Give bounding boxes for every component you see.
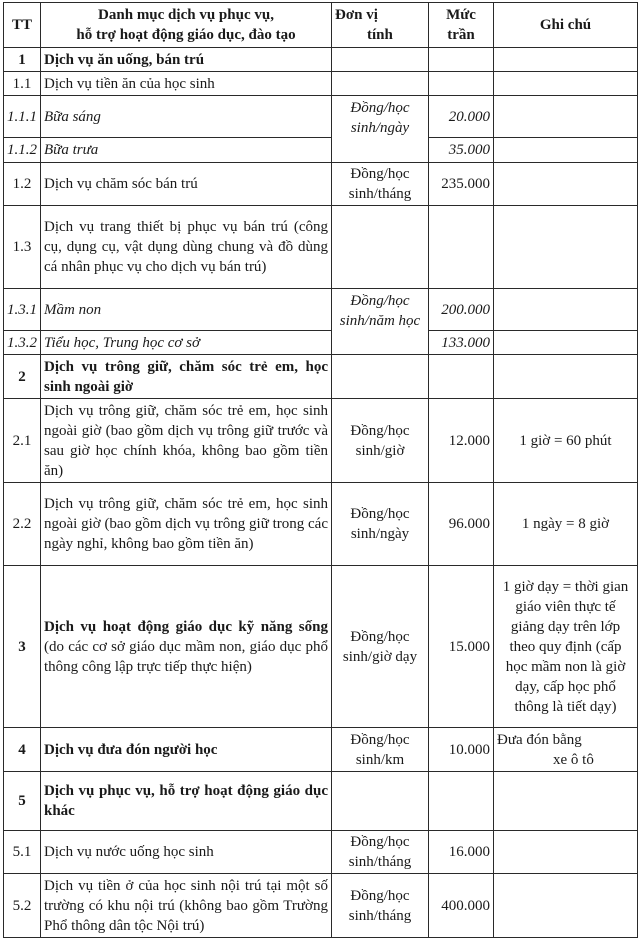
- cell-service-name: Dịch vụ trông giữ, chăm sóc trẻ em, học sinh ngoài giờ: [41, 355, 332, 399]
- cell-price: 15.000: [429, 566, 494, 728]
- cell-price: 96.000: [429, 483, 494, 566]
- cell-unit: Đồng/học sinh/tháng: [332, 874, 429, 938]
- cell-price: [429, 206, 494, 289]
- cell-note: 1 giờ dạy = thời gian giáo viên thực tế giảng dạy trên lớp theo quy định (cấp học mầm non là giờ dạy, cấp học phổ thông là tiết dạy): [494, 566, 638, 728]
- cell-service-name: Dịch vụ phục vụ, hỗ trợ hoạt động giáo dục khác: [41, 772, 332, 831]
- cell-unit: Đồng/học sinh/tháng: [332, 163, 429, 206]
- table-row: [4, 289, 638, 331]
- table-row: [4, 355, 638, 399]
- cell-note: [494, 48, 638, 72]
- cell-service-name: Bữa sáng: [41, 96, 332, 138]
- cell-unit: Đồng/học sinh/ngày: [332, 483, 429, 566]
- header-unit-line2: tính: [367, 27, 393, 43]
- cell-unit: Đồng/học sinh/km: [332, 728, 429, 772]
- header-price-cap: [429, 3, 494, 48]
- cell-price: 400.000: [429, 874, 494, 938]
- cell-tt: 4: [4, 728, 41, 772]
- cell-note: [494, 331, 638, 355]
- service-name-rest: (do các cơ sở giáo dục mầm non, giáo dục phổ thông công lập trực tiếp thực hiện): [44, 638, 328, 675]
- cell-tt: 1.1.2: [4, 138, 41, 163]
- header-name-line2: hỗ trợ hoạt động giáo dục, đào tạo: [76, 27, 296, 43]
- cell-price: 12.000: [429, 399, 494, 483]
- cell-note: [494, 772, 638, 831]
- table-row: [4, 831, 638, 874]
- cell-tt: 1.1: [4, 72, 41, 96]
- cell-note: [494, 831, 638, 874]
- table-row: [4, 331, 638, 355]
- cell-note: [494, 874, 638, 938]
- note-line2: xe ô tô: [553, 751, 594, 768]
- cell-unit: Đồng/học sinh/giờ: [332, 399, 429, 483]
- table-row: [4, 772, 638, 831]
- header-note: Ghi chú: [494, 3, 638, 48]
- cell-tt: 1.2: [4, 163, 41, 206]
- cell-price: [429, 772, 494, 831]
- cell-unit: [332, 48, 429, 72]
- cell-service-name: Dịch vụ đưa đón người học: [41, 728, 332, 772]
- cell-price: 200.000: [429, 289, 494, 331]
- cell-tt: 2: [4, 355, 41, 399]
- cell-price: [429, 48, 494, 72]
- cell-price: 20.000: [429, 96, 494, 138]
- table-row: [4, 728, 638, 772]
- header-service-name: [41, 3, 332, 48]
- header-price-line2: trần: [447, 27, 475, 43]
- cell-tt: 2.1: [4, 399, 41, 483]
- table-row: [4, 483, 638, 566]
- table-row: [4, 874, 638, 938]
- cell-note: 1 giờ = 60 phút: [494, 399, 638, 483]
- cell-price: 133.000: [429, 331, 494, 355]
- cell-unit: Đồng/học sinh/năm học: [332, 289, 429, 355]
- cell-unit: Đồng/học sinh/ngày: [332, 96, 429, 163]
- cell-service-name: Dịch vụ nước uống học sinh: [41, 831, 332, 874]
- service-fee-table: [3, 2, 638, 938]
- cell-price: [429, 355, 494, 399]
- cell-price: 35.000: [429, 138, 494, 163]
- cell-service-name: Dịch vụ tiền ở của học sinh nội trú tại một số trường có khu nội trú (không bao gồm Trường Phổ thông dân tộc Nội trú): [41, 874, 332, 938]
- cell-note: [494, 206, 638, 289]
- header-unit: [332, 3, 429, 48]
- cell-service-name: Mầm non: [41, 289, 332, 331]
- cell-unit: [332, 206, 429, 289]
- cell-tt: 5.2: [4, 874, 41, 938]
- cell-tt: 1.3.2: [4, 331, 41, 355]
- cell-service-name: Dịch vụ tiền ăn của học sinh: [41, 72, 332, 96]
- cell-note: [494, 728, 638, 772]
- cell-price: [429, 72, 494, 96]
- cell-service-name: Dịch vụ trang thiết bị phục vụ bán trú (công cụ, dụng cụ, vật dụng dùng chung và đồ dùng cá nhân phục vụ cho dịch vụ bán trú): [41, 206, 332, 289]
- cell-service-name: [41, 566, 332, 728]
- cell-price: 16.000: [429, 831, 494, 874]
- cell-note: [494, 289, 638, 331]
- cell-unit: [332, 72, 429, 96]
- cell-unit: [332, 355, 429, 399]
- table-row: [4, 206, 638, 289]
- header-name-line1: Danh mục dịch vụ phục vụ,: [98, 7, 274, 23]
- cell-tt: 3: [4, 566, 41, 728]
- table-row: [4, 163, 638, 206]
- cell-note: [494, 96, 638, 138]
- header-price-line1: Mức: [446, 7, 476, 23]
- cell-unit: Đồng/học sinh/tháng: [332, 831, 429, 874]
- cell-tt: 1.3.1: [4, 289, 41, 331]
- cell-price: 10.000: [429, 728, 494, 772]
- cell-service-name: Dịch vụ trông giữ, chăm sóc trẻ em, học sinh ngoài giờ (bao gồm dịch vụ trông giữ trong các ngày nghỉ, không bao gồm tiền ăn): [41, 483, 332, 566]
- cell-unit: [332, 772, 429, 831]
- cell-note: [494, 138, 638, 163]
- cell-note: [494, 72, 638, 96]
- header-tt: TT: [4, 3, 41, 48]
- cell-service-name: Tiểu học, Trung học cơ sở: [41, 331, 332, 355]
- cell-note: [494, 355, 638, 399]
- table-row: [4, 72, 638, 96]
- cell-service-name: Bữa trưa: [41, 138, 332, 163]
- cell-service-name: Dịch vụ trông giữ, chăm sóc trẻ em, học sinh ngoài giờ (bao gồm dịch vụ trông giữ trước và sau giờ học chính khóa, không bao gồm tiền ăn): [41, 399, 332, 483]
- cell-note: 1 ngày = 8 giờ: [494, 483, 638, 566]
- cell-tt: 2.2: [4, 483, 41, 566]
- note-line1: Đưa đón bằng: [497, 731, 582, 748]
- cell-tt: 1.1.1: [4, 96, 41, 138]
- cell-tt: 1.3: [4, 206, 41, 289]
- cell-service-name: Dịch vụ chăm sóc bán trú: [41, 163, 332, 206]
- cell-service-name: Dịch vụ ăn uống, bán trú: [41, 48, 332, 72]
- cell-note: [494, 163, 638, 206]
- cell-tt: 1: [4, 48, 41, 72]
- table-header-row: [4, 3, 638, 48]
- cell-tt: 5.1: [4, 831, 41, 874]
- table-row: [4, 399, 638, 483]
- cell-price: 235.000: [429, 163, 494, 206]
- table-row: [4, 138, 638, 163]
- cell-tt: 5: [4, 772, 41, 831]
- cell-unit: Đồng/học sinh/giờ dạy: [332, 566, 429, 728]
- table-row: [4, 96, 638, 138]
- service-name-bold: Dịch vụ hoạt động giáo dục kỹ năng sống: [44, 618, 328, 635]
- header-unit-line1: Đơn vị: [335, 7, 378, 23]
- table-row: [4, 48, 638, 72]
- table-row: [4, 566, 638, 728]
